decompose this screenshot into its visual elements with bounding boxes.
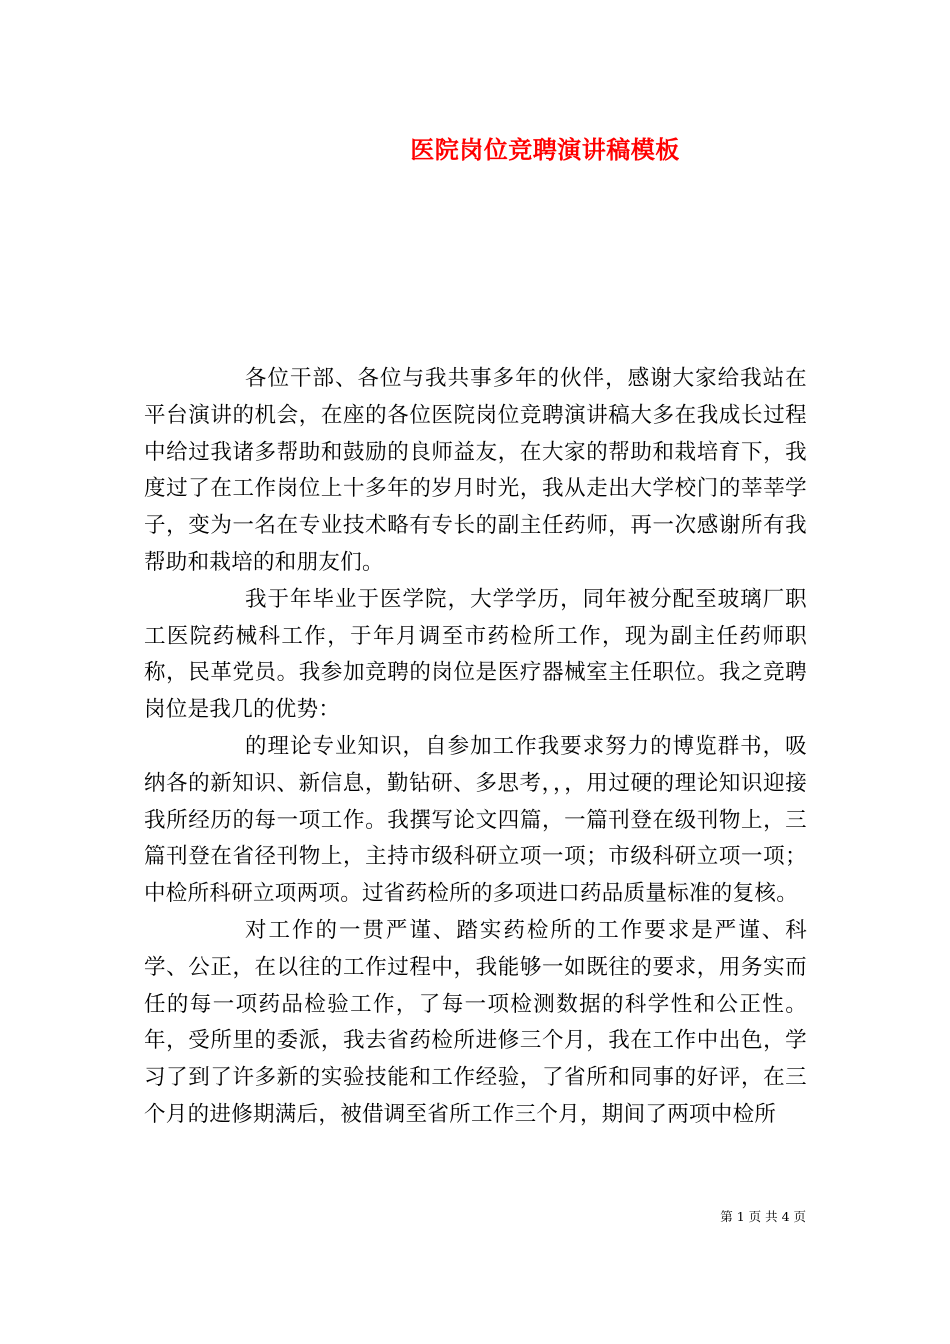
page-footer <box>0 1207 806 1225</box>
paragraph-1: 各位干部、各位与我共事多年的伙伴，感谢大家给我站在平台演讲的机会，在座的各位医院岗位竞聘演讲稿大多在我成长过程中给过我诸多帮助和鼓励的良师益友，在大家的帮助和栽培育下，我度过了在工作岗位上十多年的岁月时光，我从走出大学校门的莘莘学子，变为一名在专业技术略有专长的副主任药师，再一次感谢所有我帮助和栽培的和朋友们。 <box>144 366 807 575</box>
paragraph-3: 的理论专业知识，自参加工作我要求努力的博览群书，吸纳各的新知识、新信息，勤钻研、多思考，，，用过硬的理论知识迎接我所经历的每一项工作。我撰写论文四篇，一篇刊登在级刊物上，三篇刊登在省径刊物上，主持市级科研立项一项；市级科研立项一项；中检所科研立项两项。过省药检所的多项进口药品质量标准的复核。 <box>144 733 807 907</box>
document-title: 医院岗位竞聘演讲稿模板 <box>410 135 680 164</box>
paragraph-4: 对工作的一贯严谨、踏实药检所的工作要求是严谨、科学、公正，在以往的工作过程中，我能够一如既往的要求，用务实而任的每一项药品检验工作，了每一项检测数据的科学性和公正性。年，受所里的委派，我去省药检所进修三个月，我在工作中出色，学习了到了许多新的实验技能和工作经验，了省所和同事的好评，在三个月的进修期满后，被借调至省所工作三个月，期间了两项中检所 <box>144 917 807 1127</box>
paragraph-2: 我于年毕业于医学院，大学学历，同年被分配至玻璃厂职工医院药械科工作，于年月调至市药检所工作，现为副主任药师职称，民革党员。我参加竞聘的岗位是医疗器械室主任职位。我之竞聘岗位是我几的优势： <box>144 586 807 723</box>
page-number-label: 第 1 页 共 4 页 <box>720 1209 806 1224</box>
document-body <box>144 361 807 1134</box>
